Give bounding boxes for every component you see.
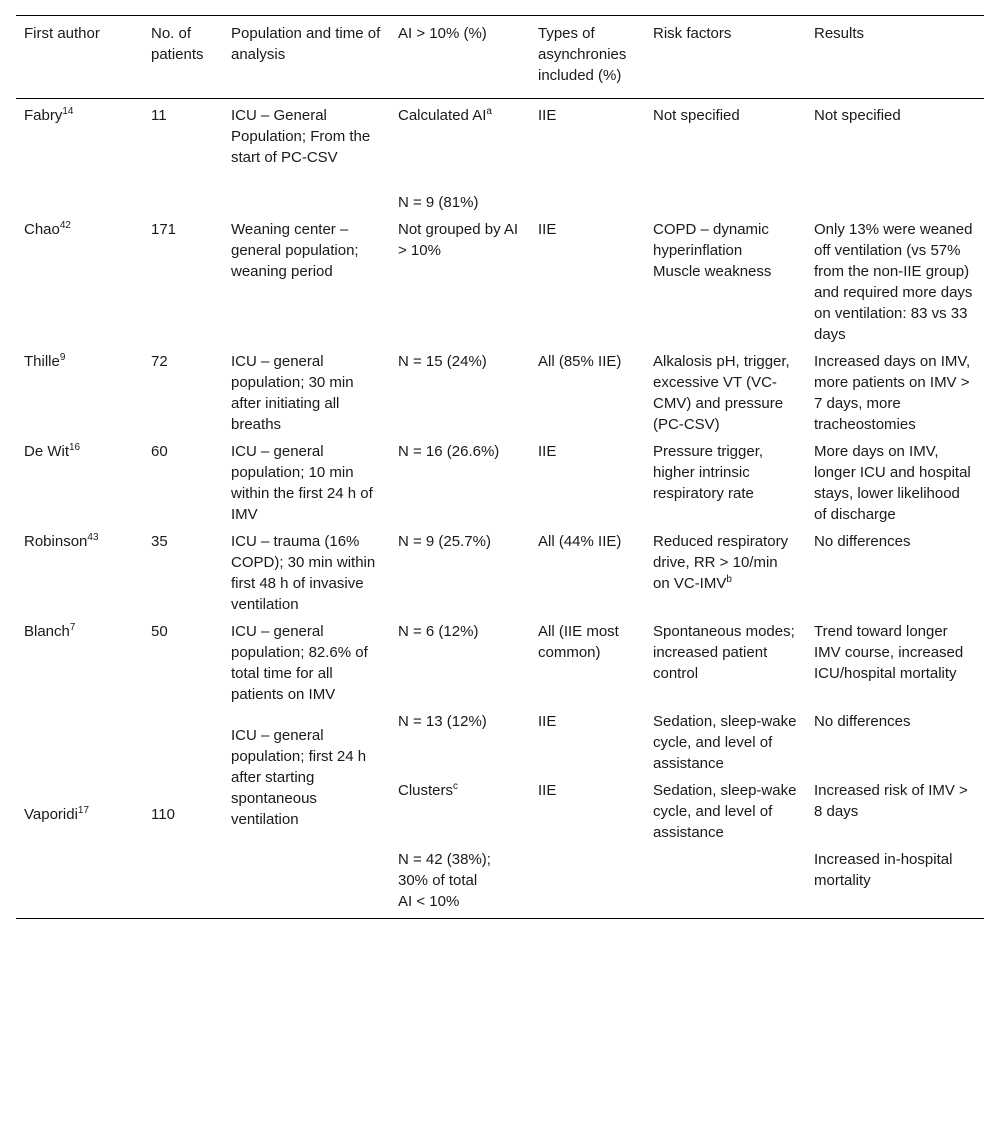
author-name: Chao <box>24 221 60 238</box>
results-cell: Trend toward longer IMV course, increased ICU/hospital mortality <box>814 623 964 682</box>
ai-threshold: AI < 10% <box>398 893 460 910</box>
results-cell: Increased risk of IMV > 8 days <box>814 782 968 820</box>
risk-cell: Sedation, sleep-wake cycle, and level of assistance <box>653 782 797 841</box>
author-cell <box>16 705 143 919</box>
results-cell: No differences <box>814 533 911 550</box>
ai-clusters: Clusters <box>398 782 454 799</box>
ai-cell: N = 6 (12%) <box>398 623 479 640</box>
header-risk: Risk factors <box>653 25 732 42</box>
table-row-chao <box>16 213 984 345</box>
risk-cell: Pressure trigger, higher intrinsic respiratory rate <box>653 443 764 502</box>
population-cell: ICU – general population; 30 min after initiating all breaths <box>231 353 354 433</box>
author-name: Robinson <box>24 533 88 550</box>
reference-number: 9 <box>59 352 66 363</box>
results-cell: No differences <box>814 713 911 730</box>
reference-number: 7 <box>69 622 76 633</box>
population-cell: ICU – general population; first 24 h after starting spontaneous ventilation <box>231 727 367 828</box>
table-row-fabry <box>16 99 984 214</box>
reference-number: 16 <box>69 442 81 453</box>
table-row-de-wit <box>16 435 984 525</box>
ai-cell: N = 15 (24%) <box>398 353 487 370</box>
types-cell: IIE <box>538 713 557 730</box>
author-name: De Wit <box>24 443 69 460</box>
results-cell: More days on IMV, longer ICU and hospital stays, lower likelihood of discharge <box>814 443 971 523</box>
patients-cell: 35 <box>151 533 168 550</box>
author-cell <box>16 99 143 214</box>
results-cell: Increased in-hospital mortality <box>814 851 953 889</box>
types-cell: IIE <box>538 221 557 238</box>
author-cell <box>16 525 143 615</box>
header-row <box>16 16 984 99</box>
population-cell: ICU – general population; 10 min within the first 24 h of IMV <box>231 443 373 523</box>
author-cell <box>16 213 143 345</box>
patients-cell: 72 <box>151 353 168 370</box>
table-row-blanch <box>16 615 984 705</box>
population-cell: ICU – general population; 82.6% of total time for all patients on IMV <box>231 623 368 703</box>
ai-cell: N = 9 (25.7%) <box>398 533 491 550</box>
ai-cell: N = 16 (26.6%) <box>398 443 500 460</box>
risk-factor: Muscle weakness <box>653 263 772 280</box>
risk-cell <box>645 843 806 919</box>
types-cell: IIE <box>538 782 557 799</box>
ai-cell <box>390 99 530 214</box>
header-ai: AI > 10% (%) <box>398 25 487 42</box>
types-cell: All (44% IIE) <box>538 533 622 550</box>
header-population: Population and time of analysis <box>231 25 381 63</box>
risk-cell <box>645 213 806 345</box>
types-cell <box>530 843 645 919</box>
author-name: Blanch <box>24 623 70 640</box>
header-results: Results <box>814 25 865 42</box>
author-name: Fabry <box>24 107 63 124</box>
reference-number: 14 <box>62 106 74 117</box>
footnote-marker: c <box>453 781 459 792</box>
author-cell <box>16 435 143 525</box>
types-cell: All (IIE most common) <box>538 623 619 661</box>
author-name: Thille <box>24 353 60 370</box>
population-cell: ICU – General Population; From the start of PC-CSV <box>231 107 371 166</box>
risk-cell <box>645 525 806 615</box>
footnote-marker: b <box>726 574 732 585</box>
patients-cell: 60 <box>151 443 168 460</box>
results-cell: Increased days on IMV, more patients on IMV > 7 days, more tracheostomies <box>814 353 971 433</box>
footnote-marker: a <box>486 106 492 117</box>
ai-cell <box>390 843 530 919</box>
ai-cell: N = 13 (12%) <box>398 713 487 730</box>
header-patients: No. of patients <box>151 25 204 63</box>
author-cell <box>16 615 143 705</box>
results-cell: Only 13% were weaned off ventilation (vs 57% from the non-IIE group) and required more days on ventilation: 83 vs 33 days <box>814 221 973 343</box>
ai-cell <box>390 774 530 843</box>
author-cell <box>16 345 143 435</box>
patients-cell: 50 <box>151 623 168 640</box>
reference-number: 42 <box>59 220 71 231</box>
patients-cell: 171 <box>151 221 177 238</box>
types-cell: IIE <box>538 443 557 460</box>
types-cell: IIE <box>538 107 557 124</box>
risk-cell: Spontaneous modes; increased patient control <box>653 623 795 682</box>
results-cell: Not specified <box>814 107 901 124</box>
population-cell: ICU – trauma (16% COPD); 30 min within first 48 h of invasive ventilation <box>231 533 376 613</box>
author-name: Vaporidi <box>24 806 78 823</box>
table-row-robinson <box>16 525 984 615</box>
ai-calculated: Calculated AI <box>398 107 487 124</box>
header-types: Types of asynchronies included (%) <box>538 25 627 84</box>
ai-count: N = 9 (81%) <box>398 194 479 211</box>
risk-cell: Alkalosis pH, trigger, excessive VT (VC-CMV) and pressure (PC-CSV) <box>653 353 790 433</box>
risk-cell: Sedation, sleep-wake cycle, and level of assistance <box>653 713 797 772</box>
table-row-vaporidi <box>16 705 984 774</box>
asynchrony-studies-table <box>16 15 984 919</box>
patients-cell: 11 <box>151 107 167 124</box>
reference-number: 43 <box>87 532 99 543</box>
header-first-author: First author <box>24 25 100 42</box>
reference-number: 17 <box>77 805 90 816</box>
risk-cell: Not specified <box>653 107 740 124</box>
risk-text: Reduced respiratory drive, RR > 10/min on VC-IMV <box>653 533 789 592</box>
types-cell: All (85% IIE) <box>538 353 622 370</box>
population-cell: Weaning center – general population; weaning period <box>231 221 359 280</box>
risk-factor: COPD – dynamic hyperinflation <box>653 221 769 259</box>
table-row-thille <box>16 345 984 435</box>
ai-cell: Not grouped by AI > 10% <box>398 221 519 259</box>
patients-cell: 110 <box>151 806 175 823</box>
ai-count: N = 42 (38%); 30% of total <box>398 851 491 889</box>
